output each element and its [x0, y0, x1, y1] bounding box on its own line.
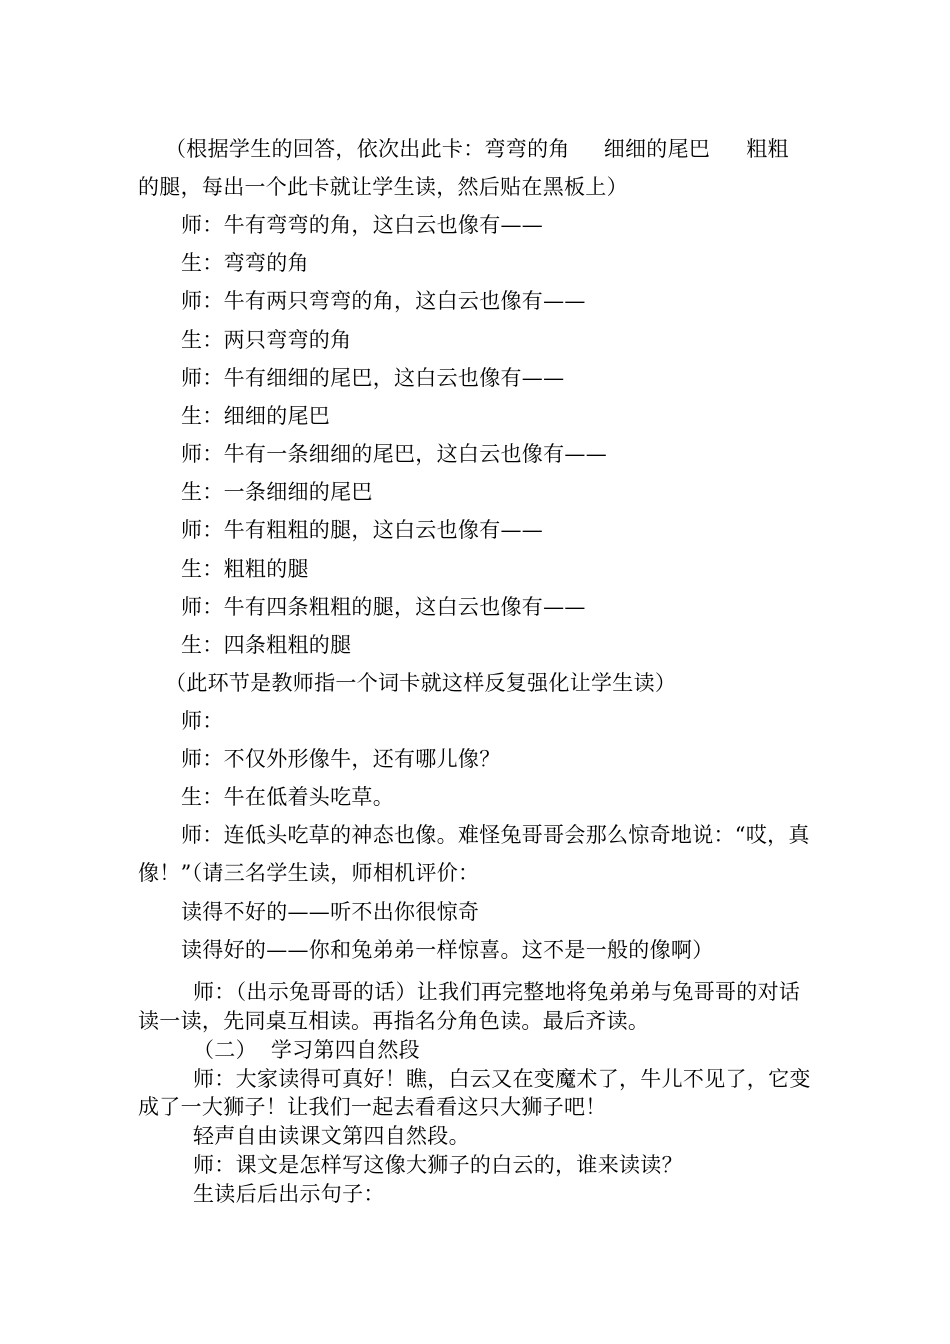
text-segment: （根据学生的回答，依次出此卡：弯弯的角 — [165, 137, 570, 161]
paragraph-line: 师：牛有两只弯弯的角，这白云也像有—— — [181, 289, 586, 313]
paragraph-line: 生：一条细细的尾巴 — [181, 480, 373, 504]
paragraph-line: 师：牛有粗粗的腿，这白云也像有—— — [181, 518, 544, 542]
text-segment: 细细的尾巴 — [603, 137, 711, 161]
paragraph-line: 像！”（请三名学生读，师相机评价： — [138, 861, 480, 885]
paragraph-line: 师：牛有四条粗粗的腿，这白云也像有—— — [181, 595, 586, 619]
paragraph-line — [165, 136, 855, 163]
paragraph-line: 师：大家读得可真好！瞧，白云又在变魔术了，牛儿不见了，它变 — [193, 1067, 811, 1091]
paragraph-line: 师：牛有细细的尾巴，这白云也像有—— — [181, 366, 565, 390]
paragraph-line: 生：四条粗粗的腿 — [181, 633, 352, 657]
section-heading: （二） 学习第四自然段 — [193, 1038, 420, 1062]
paragraph-line: 师：连低头吃草的神态也像。难怪兔哥哥会那么惊奇地说：“哎，真 — [181, 823, 810, 847]
paragraph-line: 读得好的——你和兔弟弟一样惊喜。这不是一般的像啊） — [181, 938, 714, 962]
paragraph-line: 师：牛有一条细细的尾巴，这白云也像有—— — [181, 442, 607, 466]
paragraph-line: 生：细细的尾巴 — [181, 404, 331, 428]
paragraph-line: 轻声自由读课文第四自然段。 — [193, 1124, 470, 1148]
paragraph-line: 生：牛在低着头吃草。 — [181, 785, 394, 809]
paragraph-line: 生读后后出示句子： — [193, 1182, 385, 1206]
paragraph-line: （此环节是教师指一个词卡就这样反复强化让学生读） — [165, 671, 677, 695]
paragraph-line: 读得不好的——听不出你很惊奇 — [181, 900, 480, 924]
paragraph-line: 生：弯弯的角 — [181, 251, 309, 275]
paragraph-line: 师：（出示兔哥哥的话）让我们再完整地将兔弟弟与兔哥哥的对话 — [193, 980, 801, 1004]
paragraph-line: 师：不仅外形像牛，还有哪儿像？ — [181, 747, 501, 771]
paragraph-line: 师：牛有弯弯的角，这白云也像有—— — [181, 213, 544, 237]
paragraph-line: 读一读，先同桌互相读。再指名分角色读。最后齐读。 — [138, 1009, 650, 1033]
paragraph-line: 生：两只弯弯的角 — [181, 328, 352, 352]
paragraph-line: 师： — [181, 709, 224, 733]
text-segment: 粗粗 — [746, 137, 789, 161]
paragraph-line: 生：粗粗的腿 — [181, 557, 309, 581]
paragraph-line: 师：课文是怎样写这像大狮子的白云的，谁来读读？ — [193, 1153, 683, 1177]
paragraph-line: 的腿，每出一个此卡就让学生读，然后贴在黑板上） — [138, 175, 628, 199]
paragraph-line: 成了一大狮子！让我们一起去看看这只大狮子吧！ — [138, 1095, 607, 1119]
